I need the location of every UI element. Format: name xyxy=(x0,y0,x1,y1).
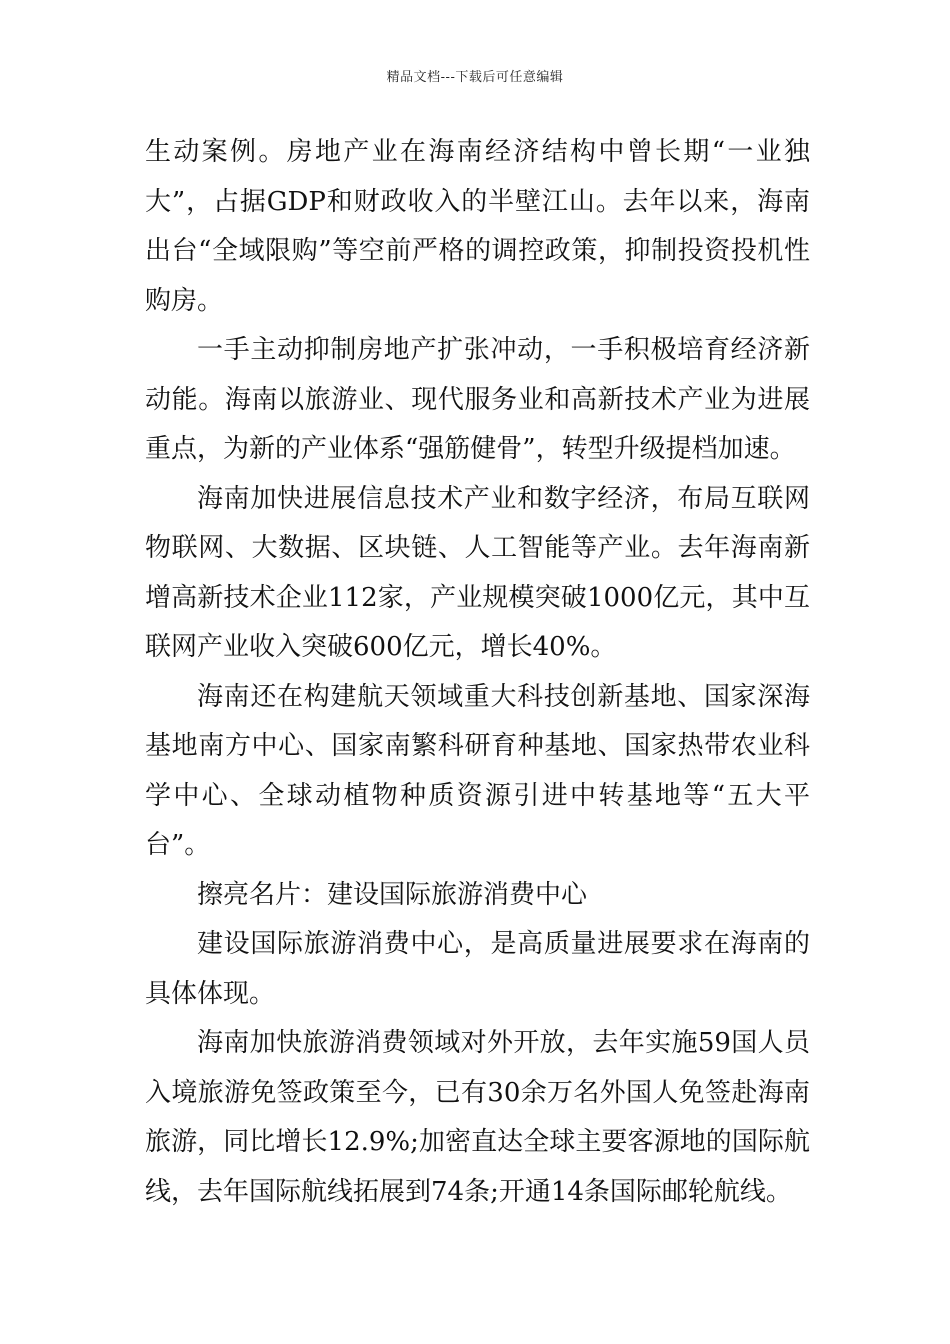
paragraph: 一手主动抑制房地产扩张冲动，一手积极培育经济新动能。海南以旅游业、现代服务业和高新技术产业为进展重点，为新的产业体系“强筋健骨”，转型升级提档加速。 xyxy=(145,335,810,464)
paragraph: 生动案例。房地产业在海南经济结构中曾长期“一业独大”，占据GDP和财政收入的半壁江山。去年以来，海南出台“全域限购”等空前严格的调控政策，抑制投资投机性购房。 xyxy=(145,137,810,316)
paragraph: 建设国际旅游消费中心，是高质量进展要求在海南的具体体现。 xyxy=(145,929,810,1009)
page-header: 精品文档---下载后可任意编辑 xyxy=(386,70,564,85)
paragraph: 海南加快旅游消费领域对外开放，去年实施59国人员入境旅游免签政策至今，已有30余万名外国人免签赴海南旅游，同比增长12.9%;加密直达全球主要客源地的国际航线，去年国际航线拓展到74条;开通14条国际邮轮航线。 xyxy=(145,1028,810,1207)
document-body xyxy=(145,128,810,1217)
paragraph: 海南加快进展信息技术产业和数字经济，布局互联网物联网、大数据、区块链、人工智能等产业。去年海南新增高新技术企业112家，产业规模突破1000亿元，其中互联网产业收入突破600亿元，增长40%。 xyxy=(145,483,810,662)
paragraph: 海南还在构建航天领域重大科技创新基地、国家深海基地南方中心、国家南繁科研育种基地、国家热带农业科学中心、全球动植物种质资源引进中转基地等“五大平台”。 xyxy=(145,681,810,860)
section-heading: 擦亮名片：建设国际旅游消费中心 xyxy=(197,879,588,910)
